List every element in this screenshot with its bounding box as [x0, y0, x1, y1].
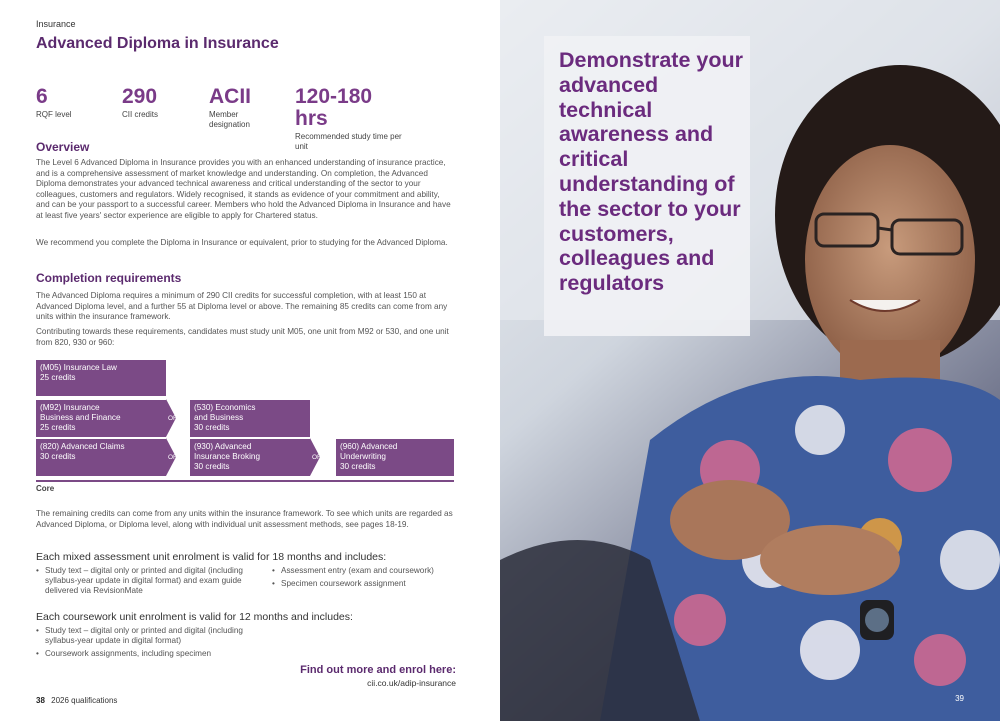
- unit-960: [336, 439, 454, 476]
- completion-paragraph: The Advanced Diploma requires a minimum of 290 CII credits for successful completion, with at least 150 at Advanced Diploma level, and a further 55 at Diploma level or above. The remaining 85 credits can come from any units within the insurance framework.: [36, 291, 448, 322]
- unit-title: (930) Advanced: [194, 442, 252, 451]
- list-item: • Study text – digital only or printed and digital (including syllabus-year update in digital format): [36, 626, 266, 646]
- unit-title: (M92) Insurance: [40, 403, 100, 412]
- stat-value: ACII: [209, 85, 251, 108]
- mixed-list-right: [272, 566, 462, 592]
- right-page-photo: [500, 0, 1000, 721]
- overview-heading: Overview: [36, 140, 90, 154]
- cta-link[interactable]: cii.co.uk/adip-insurance: [367, 678, 456, 688]
- edition-label: 2026 qualifications: [51, 696, 118, 705]
- list-item: • Specimen coursework assignment: [272, 579, 462, 589]
- stat-value: 120-180 hrs: [295, 85, 373, 130]
- or-label: OR: [168, 415, 178, 422]
- completion-heading: Completion requirements: [36, 271, 182, 285]
- unit-m05: [36, 360, 166, 396]
- footer: [36, 696, 117, 705]
- overview-recommendation: We recommend you complete the Diploma in Insurance or equivalent, prior to studying for the Advanced Diploma.: [36, 238, 448, 247]
- mixed-assessment-heading: Each mixed assessment unit enrolment is valid for 18 months and includes:: [36, 551, 387, 563]
- unit-530: [190, 400, 310, 437]
- coursework-heading: Each coursework unit enrolment is valid for 12 months and includes:: [36, 611, 353, 623]
- stat-rqf: [36, 86, 106, 120]
- stat-value: 290: [122, 85, 158, 108]
- stat-label: Member designation: [209, 110, 250, 129]
- list-item: • Coursework assignments, including specimen: [36, 649, 266, 659]
- cta-title: Find out more and enrol here:: [300, 664, 456, 676]
- mixed-list-left: [36, 566, 256, 600]
- coursework-list: [36, 626, 266, 663]
- unit-820: [36, 439, 166, 476]
- core-divider: [36, 480, 454, 482]
- unit-credits: 30 credits: [340, 462, 376, 471]
- or-label: OR: [312, 454, 322, 461]
- stat-label: RQF level: [36, 110, 72, 119]
- unit-credits: 30 credits: [40, 452, 76, 461]
- page-number: 38: [36, 696, 45, 705]
- unit-title: (960) Advanced: [340, 442, 398, 451]
- unit-credits: 25 credits: [40, 373, 76, 382]
- pull-quote: Demonstrate your advanced technical awareness and critical understanding of the sector to your customers, colleagues and regulators: [559, 48, 743, 296]
- list-item: • Study text – digital only or printed and digital (including syllabus-year update in digital format) and exam guide delivered via RevisionMate: [36, 566, 256, 597]
- page-number: 39: [955, 694, 964, 703]
- stat-label: CII credits: [122, 110, 159, 119]
- list-item: • Assessment entry (exam and coursework): [272, 566, 462, 576]
- page-title: Advanced Diploma in Insurance: [36, 35, 279, 52]
- unit-title: (M05) Insurance Law: [40, 363, 117, 372]
- completion-units-intro: Contributing towards these requirements, candidates must study unit M05, one unit from M92 or 530, and one unit from 820, 930 or 960:: [36, 327, 449, 347]
- remaining-credits-paragraph: The remaining credits can come from any units within the insurance framework. To see which units are regarded as Advanced Diploma, or Diploma level, along with individual unit assessment methods, see pages 18-19.: [36, 509, 453, 529]
- or-label: OR: [168, 454, 178, 461]
- unit-title: (530) Economics: [194, 403, 256, 412]
- stat-credits: [122, 86, 192, 120]
- unit-credits: 30 credits: [194, 462, 230, 471]
- stat-designation: [209, 86, 265, 129]
- overview-paragraph: The Level 6 Advanced Diploma in Insurance provides you with an enhanced understanding of insurance practice, and is a comprehensive assessment of market knowledge and understanding. On completion, the Advanced Diploma demonstrates your advanced technical awareness and critical understanding of the sector to your colleagues, customers and regulators. Widely recognised, it stands as evidence of your commitment and ability, and can be your passport to a successful career. Members who hold the Advanced Diploma in Insurance and have at least five years' sector experience are eligible to apply for Chartered status.: [36, 158, 451, 220]
- unit-credits: 30 credits: [194, 423, 230, 432]
- section-label: Insurance: [36, 19, 76, 29]
- unit-930: [190, 439, 310, 476]
- unit-title: Insurance Broking: [194, 452, 260, 461]
- unit-title: and Business: [194, 413, 244, 422]
- unit-m92: [36, 400, 166, 437]
- unit-title: Business and Finance: [40, 413, 121, 422]
- stat-label: Recommended study time per unit: [295, 132, 402, 151]
- unit-title: Underwriting: [340, 452, 386, 461]
- unit-title: (820) Advanced Claims: [40, 442, 125, 451]
- stat-value: 6: [36, 85, 48, 108]
- stat-study-time: [295, 86, 405, 151]
- unit-credits: 25 credits: [40, 423, 76, 432]
- core-label: Core: [36, 484, 55, 493]
